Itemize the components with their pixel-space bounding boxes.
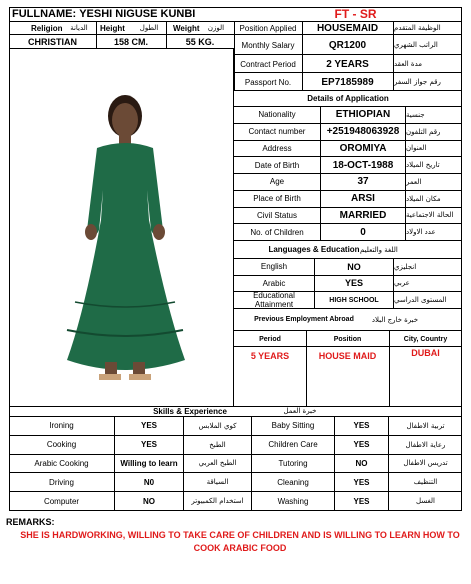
salary-value: QR1200 [328, 39, 367, 51]
language-row-value: NO [314, 259, 394, 275]
application-row [234, 174, 462, 191]
application-table [234, 107, 462, 241]
skill-right-value: YES [334, 436, 389, 454]
application-row-label: Contact number [248, 127, 306, 137]
details-heading: Details of Application [234, 91, 462, 107]
skills-table [9, 417, 462, 511]
passport-label-ar: رقم جواز السفر [394, 78, 441, 86]
skills-heading: Skills & Experience [153, 406, 227, 416]
skill-row [9, 492, 462, 511]
application-row-value: 18-OCT-1988 [320, 157, 406, 173]
application-row-label-ar: العنوان [406, 144, 427, 153]
skill-left-label-ar: كوي الملابس [184, 417, 252, 435]
position-label: Position Applied [239, 23, 297, 33]
religion-label-ar: الديانة [70, 24, 88, 32]
application-row [234, 141, 462, 158]
skill-row [9, 455, 462, 474]
application-row-label: Place of Birth [253, 194, 301, 204]
salary-label-ar: الراتب الشهري [394, 41, 438, 49]
skill-right-label-ar: تدريس الاطفال [403, 459, 448, 468]
languages-heading-ar: اللغة والتعليم [360, 245, 398, 254]
skill-right-label: Washing [277, 496, 309, 506]
skill-left-label-ar: السياقة [184, 473, 252, 491]
position-value: HOUSEMAID [316, 23, 379, 34]
skill-left-label: Computer [43, 496, 80, 506]
languages-table [234, 259, 462, 309]
skill-right-label-ar: الغسل [415, 497, 435, 506]
employment-col-period: Period [259, 335, 281, 343]
language-row-label-ar: انجليزي [394, 262, 417, 271]
skill-left-label-ar: الطبخ [184, 436, 252, 454]
religion-label: Religion [31, 23, 63, 33]
weight-label: Weight [173, 23, 200, 33]
fullname-value: YESHI NIGUSE KUNBI [79, 8, 196, 20]
language-row [234, 292, 462, 309]
language-row-label-ar: المستوى الدراسي [394, 296, 447, 305]
application-row-value: OROMIYA [320, 141, 406, 157]
application-row-label-ar: عدد الاولاد [406, 228, 436, 237]
position-label-ar: الوظيفة المتقدم [394, 24, 441, 32]
languages-heading: Languages & Education [268, 245, 360, 254]
application-row-value: MARRIED [320, 208, 406, 224]
skill-right-label-ar: رعاية الاطفال [405, 440, 446, 449]
religion-value: CHRISTIAN [28, 37, 77, 47]
skill-left-label: Arabic Cooking [34, 458, 89, 468]
reference-code: FT - SR [334, 7, 377, 21]
application-row-label-ar: تاريخ الميلاد [406, 161, 440, 170]
skill-left-label: Cooking [46, 440, 77, 450]
language-row-label-ar: عربي [394, 279, 410, 288]
employment-position: HOUSE MAID [318, 351, 377, 361]
skill-right-label: Cleaning [277, 477, 309, 487]
skill-left-label-ar: استخدام الكمبيوتر [184, 492, 252, 510]
skill-left-value: N0 [114, 473, 184, 491]
contract-value: 2 YEARS [326, 58, 369, 70]
application-row-value: 37 [320, 174, 406, 190]
application-row-value: ETHIOPIAN [320, 107, 406, 123]
application-row [234, 208, 462, 225]
skill-left-value: Willing to learn [114, 455, 184, 473]
skill-right-value: YES [334, 417, 389, 435]
language-row-value: YES [314, 276, 394, 292]
skill-left-value: YES [114, 436, 184, 454]
application-row-value: 0 [320, 224, 406, 240]
application-row [234, 191, 462, 208]
application-row-label-ar: رقم التلفون [406, 127, 441, 136]
contract-label: Contract Period [240, 59, 296, 69]
skill-right-value: YES [334, 473, 389, 491]
application-row-label-ar: الحالة الاجتماعية [406, 211, 454, 220]
application-row-value: ARSI [320, 191, 406, 207]
language-row [234, 259, 462, 276]
employment-col-city: City, Country [403, 335, 448, 343]
application-row [234, 107, 462, 124]
skills-heading-ar: خبرة العمل [283, 407, 317, 415]
skill-right-value: NO [334, 455, 389, 473]
height-value: 158 CM. [113, 37, 148, 47]
application-row [234, 224, 462, 241]
language-row-label: Educational Attainment [253, 291, 295, 310]
header-divider [9, 7, 462, 22]
skill-left-value: NO [114, 492, 184, 510]
applicant-photo [55, 80, 195, 400]
language-row-value: HIGH SCHOOL [314, 292, 394, 308]
application-row-label: No. of Children [250, 227, 304, 237]
skill-left-label-ar: الطبخ العربي [184, 455, 252, 473]
skill-right-label: Baby Sitting [271, 421, 315, 431]
employment-heading-ar: خبرة خارج البلاد [371, 315, 419, 324]
skill-row [9, 417, 462, 436]
application-row-label: Civil Status [256, 210, 297, 220]
passport-label: Passport No. [244, 77, 292, 87]
skill-right-label: Tutoring [278, 458, 308, 468]
salary-label: Monthly Salary [241, 40, 295, 50]
employment-heading: Previous Employment Abroad [254, 316, 354, 323]
weight-label-ar: الوزن [207, 24, 225, 32]
height-label: Height [100, 23, 125, 33]
application-row-value: +251948063928 [320, 124, 406, 140]
skill-row [9, 473, 462, 492]
application-row-label-ar: مكان الميلاد [406, 194, 441, 203]
application-row-label: Age [269, 177, 285, 187]
application-row-label: Address [262, 143, 292, 153]
application-row [234, 157, 462, 174]
remarks-text: SHE IS HARDWORKING, WILLING TO TAKE CARE OF CHILDREN AND IS WILLING TO LEARN HOW TO COOK ARABIC FOOD [20, 530, 460, 553]
passport-value: EP7185989 [321, 76, 374, 88]
application-row-label: Date of Birth [254, 160, 300, 170]
skill-right-label: Children Care [268, 440, 318, 450]
skill-left-label: Ironing [49, 421, 74, 431]
language-row-label: English [260, 262, 288, 272]
skill-right-label-ar: التنظيف [413, 478, 438, 487]
skill-left-label: Driving [49, 477, 74, 487]
skill-row [9, 436, 462, 455]
application-row [234, 124, 462, 141]
skill-right-label-ar: تربية الاطفال [406, 421, 445, 430]
skill-right-value: YES [334, 492, 389, 510]
remarks-label: REMARKS: [6, 517, 55, 527]
application-row-label: Nationality [258, 110, 296, 120]
language-row-label: Arabic [262, 278, 286, 288]
weight-value: 55 KG. [185, 37, 215, 47]
language-row [234, 276, 462, 293]
application-row-label-ar: جنسية [406, 110, 425, 119]
application-row-label-ar: العمر [406, 177, 422, 186]
skill-left-value: YES [114, 417, 184, 435]
height-label-ar: الطول [139, 24, 159, 32]
employment-col-position: Position [333, 335, 362, 343]
fullname-label: FULLNAME: [12, 8, 77, 20]
contract-label-ar: مدة العقد [394, 60, 422, 68]
employment-period: 5 YEARS [250, 351, 290, 361]
employment-city: DUBAI [411, 348, 440, 358]
